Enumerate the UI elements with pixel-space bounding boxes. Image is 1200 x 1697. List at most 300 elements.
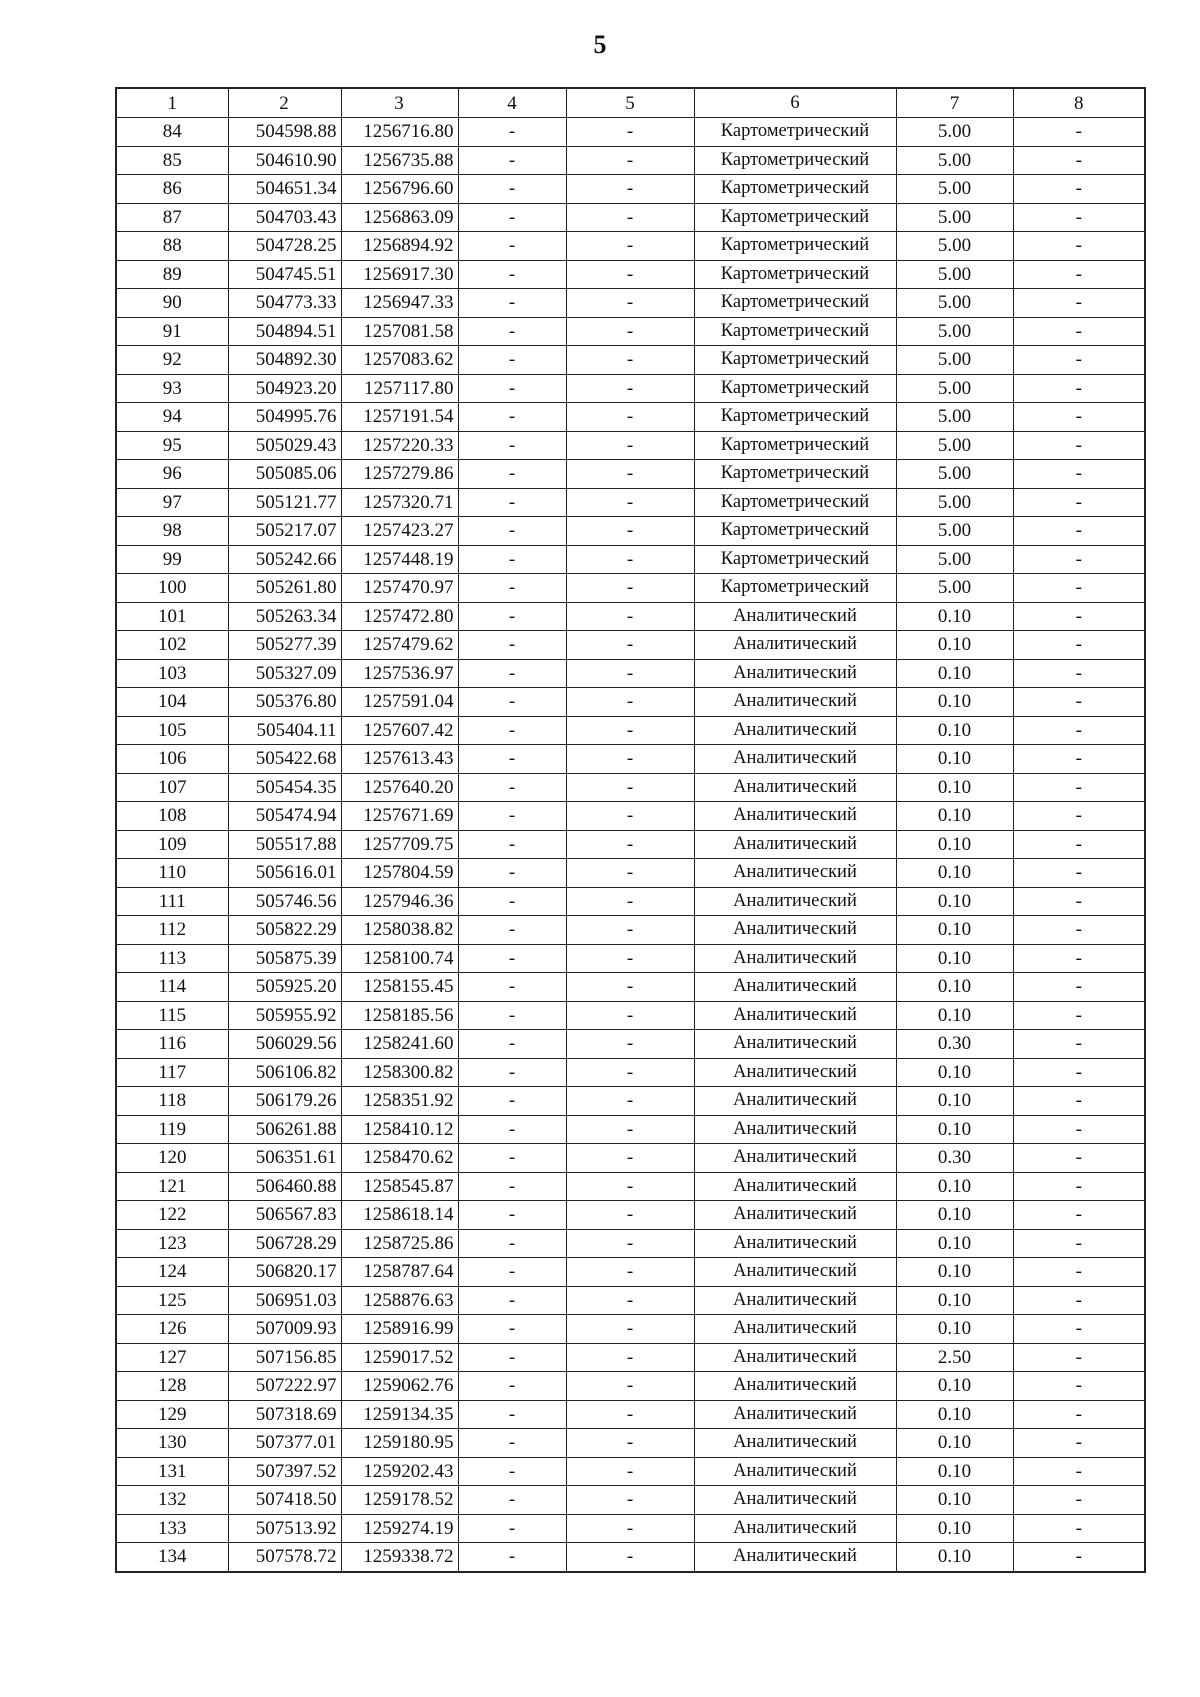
column-5-cell: - xyxy=(566,1115,694,1144)
x-coordinate-cell: 505822.29 xyxy=(228,916,341,945)
accuracy-cell: 5.00 xyxy=(896,175,1013,204)
point-number-cell: 108 xyxy=(116,802,228,831)
column-5-cell: - xyxy=(566,631,694,660)
column-8-cell: - xyxy=(1013,232,1145,261)
y-coordinate-cell: 1256735.88 xyxy=(341,146,458,175)
accuracy-cell: 0.10 xyxy=(896,1457,1013,1486)
column-8-cell: - xyxy=(1013,1258,1145,1287)
column-4-cell: - xyxy=(458,488,566,517)
accuracy-cell: 5.00 xyxy=(896,574,1013,603)
accuracy-cell: 0.10 xyxy=(896,802,1013,831)
point-number-cell: 131 xyxy=(116,1457,228,1486)
column-5-cell: - xyxy=(566,118,694,147)
point-number-cell: 101 xyxy=(116,602,228,631)
column-8-cell: - xyxy=(1013,517,1145,546)
x-coordinate-cell: 505955.92 xyxy=(228,1001,341,1030)
column-4-cell: - xyxy=(458,973,566,1002)
x-coordinate-cell: 506261.88 xyxy=(228,1115,341,1144)
page-number: 5 xyxy=(593,30,607,59)
method-cell: Картометрический xyxy=(694,431,896,460)
x-coordinate-cell: 504610.90 xyxy=(228,146,341,175)
table-row xyxy=(116,944,1145,973)
table-row xyxy=(116,403,1145,432)
y-coordinate-cell: 1257117.80 xyxy=(341,374,458,403)
point-number-cell: 88 xyxy=(116,232,228,261)
accuracy-cell: 0.10 xyxy=(896,1001,1013,1030)
y-coordinate-cell: 1256796.60 xyxy=(341,175,458,204)
x-coordinate-cell: 504651.34 xyxy=(228,175,341,204)
table-row xyxy=(116,1058,1145,1087)
column-5-cell: - xyxy=(566,1001,694,1030)
point-number-cell: 90 xyxy=(116,289,228,318)
column-4-cell: - xyxy=(458,773,566,802)
y-coordinate-cell: 1258410.12 xyxy=(341,1115,458,1144)
x-coordinate-cell: 505263.34 xyxy=(228,602,341,631)
column-8-cell: - xyxy=(1013,859,1145,888)
header-cell: 3 xyxy=(341,88,458,118)
accuracy-cell: 0.10 xyxy=(896,1372,1013,1401)
column-5-cell: - xyxy=(566,1087,694,1116)
point-number-cell: 94 xyxy=(116,403,228,432)
point-number-cell: 133 xyxy=(116,1514,228,1543)
accuracy-cell: 0.10 xyxy=(896,688,1013,717)
column-5-cell: - xyxy=(566,1315,694,1344)
point-number-cell: 127 xyxy=(116,1343,228,1372)
column-8-cell: - xyxy=(1013,688,1145,717)
table-row xyxy=(116,203,1145,232)
column-5-cell: - xyxy=(566,1201,694,1230)
column-4-cell: - xyxy=(458,431,566,460)
method-cell: Аналитический xyxy=(694,688,896,717)
point-number-cell: 121 xyxy=(116,1172,228,1201)
table-body xyxy=(116,88,1145,1572)
column-4-cell: - xyxy=(458,745,566,774)
point-number-cell: 134 xyxy=(116,1543,228,1572)
y-coordinate-cell: 1258351.92 xyxy=(341,1087,458,1116)
method-cell: Аналитический xyxy=(694,1543,896,1572)
x-coordinate-cell: 505376.80 xyxy=(228,688,341,717)
x-coordinate-cell: 504773.33 xyxy=(228,289,341,318)
x-coordinate-cell: 505029.43 xyxy=(228,431,341,460)
accuracy-cell: 0.10 xyxy=(896,1315,1013,1344)
method-cell: Картометрический xyxy=(694,374,896,403)
column-8-cell: - xyxy=(1013,431,1145,460)
x-coordinate-cell: 505422.68 xyxy=(228,745,341,774)
accuracy-cell: 0.30 xyxy=(896,1144,1013,1173)
point-number-cell: 98 xyxy=(116,517,228,546)
method-cell: Аналитический xyxy=(694,1286,896,1315)
x-coordinate-cell: 506728.29 xyxy=(228,1229,341,1258)
table-row xyxy=(116,146,1145,175)
column-8-cell: - xyxy=(1013,1229,1145,1258)
table-row xyxy=(116,773,1145,802)
point-number-cell: 109 xyxy=(116,830,228,859)
column-8-cell: - xyxy=(1013,1372,1145,1401)
accuracy-cell: 0.10 xyxy=(896,1115,1013,1144)
table-row xyxy=(116,1543,1145,1572)
column-4-cell: - xyxy=(458,1144,566,1173)
table-row xyxy=(116,1457,1145,1486)
accuracy-cell: 0.10 xyxy=(896,745,1013,774)
column-5-cell: - xyxy=(566,260,694,289)
method-cell: Аналитический xyxy=(694,944,896,973)
accuracy-cell: 0.10 xyxy=(896,830,1013,859)
y-coordinate-cell: 1258618.14 xyxy=(341,1201,458,1230)
accuracy-cell: 0.10 xyxy=(896,773,1013,802)
y-coordinate-cell: 1257423.27 xyxy=(341,517,458,546)
column-4-cell: - xyxy=(458,1372,566,1401)
y-coordinate-cell: 1257946.36 xyxy=(341,887,458,916)
column-5-cell: - xyxy=(566,374,694,403)
column-8-cell: - xyxy=(1013,1286,1145,1315)
column-4-cell: - xyxy=(458,1400,566,1429)
y-coordinate-cell: 1259017.52 xyxy=(341,1343,458,1372)
y-coordinate-cell: 1257613.43 xyxy=(341,745,458,774)
method-cell: Аналитический xyxy=(694,1429,896,1458)
x-coordinate-cell: 505242.66 xyxy=(228,545,341,574)
column-8-cell: - xyxy=(1013,1343,1145,1372)
method-cell: Аналитический xyxy=(694,602,896,631)
column-8-cell: - xyxy=(1013,973,1145,1002)
column-4-cell: - xyxy=(458,1229,566,1258)
y-coordinate-cell: 1257279.86 xyxy=(341,460,458,489)
method-cell: Аналитический xyxy=(694,1229,896,1258)
column-5-cell: - xyxy=(566,1258,694,1287)
method-cell: Картометрический xyxy=(694,317,896,346)
column-5-cell: - xyxy=(566,887,694,916)
column-8-cell: - xyxy=(1013,317,1145,346)
accuracy-cell: 5.00 xyxy=(896,260,1013,289)
table-row xyxy=(116,1144,1145,1173)
x-coordinate-cell: 505474.94 xyxy=(228,802,341,831)
table-row xyxy=(116,631,1145,660)
table-row xyxy=(116,118,1145,147)
y-coordinate-cell: 1256716.80 xyxy=(341,118,458,147)
method-cell: Аналитический xyxy=(694,1087,896,1116)
column-8-cell: - xyxy=(1013,1115,1145,1144)
accuracy-cell: 0.10 xyxy=(896,859,1013,888)
table-row xyxy=(116,175,1145,204)
column-8-cell: - xyxy=(1013,1030,1145,1059)
method-cell: Картометрический xyxy=(694,403,896,432)
table-row xyxy=(116,1343,1145,1372)
column-4-cell: - xyxy=(458,659,566,688)
x-coordinate-cell: 505925.20 xyxy=(228,973,341,1002)
column-8-cell: - xyxy=(1013,1172,1145,1201)
column-4-cell: - xyxy=(458,631,566,660)
point-number-cell: 122 xyxy=(116,1201,228,1230)
column-5-cell: - xyxy=(566,973,694,1002)
y-coordinate-cell: 1259180.95 xyxy=(341,1429,458,1458)
accuracy-cell: 0.10 xyxy=(896,716,1013,745)
x-coordinate-cell: 506567.83 xyxy=(228,1201,341,1230)
column-4-cell: - xyxy=(458,260,566,289)
column-8-cell: - xyxy=(1013,460,1145,489)
method-cell: Картометрический xyxy=(694,146,896,175)
column-5-cell: - xyxy=(566,659,694,688)
column-5-cell: - xyxy=(566,431,694,460)
point-number-cell: 128 xyxy=(116,1372,228,1401)
accuracy-cell: 5.00 xyxy=(896,317,1013,346)
column-5-cell: - xyxy=(566,1372,694,1401)
x-coordinate-cell: 506029.56 xyxy=(228,1030,341,1059)
method-cell: Аналитический xyxy=(694,1001,896,1030)
table-row xyxy=(116,1315,1145,1344)
point-number-cell: 106 xyxy=(116,745,228,774)
point-number-cell: 85 xyxy=(116,146,228,175)
column-5-cell: - xyxy=(566,716,694,745)
method-cell: Аналитический xyxy=(694,1372,896,1401)
coordinates-table xyxy=(115,87,1146,1573)
y-coordinate-cell: 1257591.04 xyxy=(341,688,458,717)
column-4-cell: - xyxy=(458,716,566,745)
column-5-cell: - xyxy=(566,830,694,859)
point-number-cell: 99 xyxy=(116,545,228,574)
x-coordinate-cell: 504892.30 xyxy=(228,346,341,375)
method-cell: Аналитический xyxy=(694,1258,896,1287)
column-5-cell: - xyxy=(566,1400,694,1429)
column-5-cell: - xyxy=(566,1286,694,1315)
accuracy-cell: 5.00 xyxy=(896,203,1013,232)
column-4-cell: - xyxy=(458,1001,566,1030)
table-row xyxy=(116,602,1145,631)
x-coordinate-cell: 505746.56 xyxy=(228,887,341,916)
y-coordinate-cell: 1257671.69 xyxy=(341,802,458,831)
x-coordinate-cell: 505217.07 xyxy=(228,517,341,546)
column-8-cell: - xyxy=(1013,346,1145,375)
method-cell: Аналитический xyxy=(694,659,896,688)
column-8-cell: - xyxy=(1013,1058,1145,1087)
y-coordinate-cell: 1259134.35 xyxy=(341,1400,458,1429)
method-cell: Аналитический xyxy=(694,1115,896,1144)
table-row xyxy=(116,688,1145,717)
column-5-cell: - xyxy=(566,460,694,489)
accuracy-cell: 0.10 xyxy=(896,602,1013,631)
accuracy-cell: 5.00 xyxy=(896,488,1013,517)
column-5-cell: - xyxy=(566,1229,694,1258)
x-coordinate-cell: 504728.25 xyxy=(228,232,341,261)
column-5-cell: - xyxy=(566,1172,694,1201)
point-number-cell: 87 xyxy=(116,203,228,232)
point-number-cell: 113 xyxy=(116,944,228,973)
y-coordinate-cell: 1257320.71 xyxy=(341,488,458,517)
y-coordinate-cell: 1257220.33 xyxy=(341,431,458,460)
y-coordinate-cell: 1257607.42 xyxy=(341,716,458,745)
point-number-cell: 114 xyxy=(116,973,228,1002)
point-number-cell: 130 xyxy=(116,1429,228,1458)
y-coordinate-cell: 1258038.82 xyxy=(341,916,458,945)
column-5-cell: - xyxy=(566,574,694,603)
column-5-cell: - xyxy=(566,745,694,774)
column-8-cell: - xyxy=(1013,118,1145,147)
table-header-row xyxy=(116,88,1145,118)
y-coordinate-cell: 1257448.19 xyxy=(341,545,458,574)
column-4-cell: - xyxy=(458,545,566,574)
accuracy-cell: 0.10 xyxy=(896,659,1013,688)
column-5-cell: - xyxy=(566,688,694,717)
y-coordinate-cell: 1259062.76 xyxy=(341,1372,458,1401)
x-coordinate-cell: 507222.97 xyxy=(228,1372,341,1401)
column-8-cell: - xyxy=(1013,403,1145,432)
x-coordinate-cell: 507009.93 xyxy=(228,1315,341,1344)
method-cell: Аналитический xyxy=(694,1514,896,1543)
column-8-cell: - xyxy=(1013,1486,1145,1515)
table-row xyxy=(116,488,1145,517)
header-cell: 2 xyxy=(228,88,341,118)
y-coordinate-cell: 1256947.33 xyxy=(341,289,458,318)
point-number-cell: 117 xyxy=(116,1058,228,1087)
accuracy-cell: 0.10 xyxy=(896,1201,1013,1230)
y-coordinate-cell: 1257536.97 xyxy=(341,659,458,688)
column-8-cell: - xyxy=(1013,631,1145,660)
y-coordinate-cell: 1258100.74 xyxy=(341,944,458,973)
accuracy-cell: 0.10 xyxy=(896,887,1013,916)
column-5-cell: - xyxy=(566,517,694,546)
table-row xyxy=(116,1429,1145,1458)
y-coordinate-cell: 1258876.63 xyxy=(341,1286,458,1315)
accuracy-cell: 5.00 xyxy=(896,403,1013,432)
accuracy-cell: 5.00 xyxy=(896,232,1013,261)
x-coordinate-cell: 506351.61 xyxy=(228,1144,341,1173)
accuracy-cell: 0.10 xyxy=(896,973,1013,1002)
x-coordinate-cell: 506820.17 xyxy=(228,1258,341,1287)
column-8-cell: - xyxy=(1013,1514,1145,1543)
table-row xyxy=(116,545,1145,574)
method-cell: Аналитический xyxy=(694,830,896,859)
column-8-cell: - xyxy=(1013,1543,1145,1572)
accuracy-cell: 5.00 xyxy=(896,146,1013,175)
column-5-cell: - xyxy=(566,1030,694,1059)
table-row xyxy=(116,460,1145,489)
table-row xyxy=(116,1258,1145,1287)
table-row xyxy=(116,887,1145,916)
column-5-cell: - xyxy=(566,1543,694,1572)
point-number-cell: 112 xyxy=(116,916,228,945)
column-5-cell: - xyxy=(566,1486,694,1515)
accuracy-cell: 0.30 xyxy=(896,1030,1013,1059)
y-coordinate-cell: 1258787.64 xyxy=(341,1258,458,1287)
y-coordinate-cell: 1257479.62 xyxy=(341,631,458,660)
method-cell: Аналитический xyxy=(694,1172,896,1201)
y-coordinate-cell: 1258725.86 xyxy=(341,1229,458,1258)
table-row xyxy=(116,574,1145,603)
accuracy-cell: 5.00 xyxy=(896,431,1013,460)
column-5-cell: - xyxy=(566,545,694,574)
table-row xyxy=(116,1400,1145,1429)
method-cell: Аналитический xyxy=(694,1400,896,1429)
x-coordinate-cell: 507377.01 xyxy=(228,1429,341,1458)
column-4-cell: - xyxy=(458,460,566,489)
x-coordinate-cell: 504598.88 xyxy=(228,118,341,147)
method-cell: Картометрический xyxy=(694,574,896,603)
point-number-cell: 119 xyxy=(116,1115,228,1144)
column-5-cell: - xyxy=(566,1429,694,1458)
accuracy-cell: 2.50 xyxy=(896,1343,1013,1372)
column-8-cell: - xyxy=(1013,1400,1145,1429)
column-8-cell: - xyxy=(1013,716,1145,745)
y-coordinate-cell: 1257191.54 xyxy=(341,403,458,432)
column-8-cell: - xyxy=(1013,545,1145,574)
point-number-cell: 103 xyxy=(116,659,228,688)
method-cell: Картометрический xyxy=(694,460,896,489)
accuracy-cell: 5.00 xyxy=(896,517,1013,546)
column-5-cell: - xyxy=(566,1058,694,1087)
point-number-cell: 120 xyxy=(116,1144,228,1173)
point-number-cell: 102 xyxy=(116,631,228,660)
method-cell: Аналитический xyxy=(694,916,896,945)
method-cell: Аналитический xyxy=(694,1457,896,1486)
method-cell: Картометрический xyxy=(694,118,896,147)
header-cell: 6 xyxy=(694,88,896,118)
accuracy-cell: 0.10 xyxy=(896,1543,1013,1572)
column-8-cell: - xyxy=(1013,602,1145,631)
y-coordinate-cell: 1259178.52 xyxy=(341,1486,458,1515)
point-number-cell: 124 xyxy=(116,1258,228,1287)
x-coordinate-cell: 504703.43 xyxy=(228,203,341,232)
table-row xyxy=(116,1172,1145,1201)
y-coordinate-cell: 1258155.45 xyxy=(341,973,458,1002)
method-cell: Картометрический xyxy=(694,175,896,204)
column-8-cell: - xyxy=(1013,175,1145,204)
point-number-cell: 118 xyxy=(116,1087,228,1116)
column-5-cell: - xyxy=(566,403,694,432)
column-8-cell: - xyxy=(1013,1201,1145,1230)
method-cell: Аналитический xyxy=(694,802,896,831)
method-cell: Аналитический xyxy=(694,973,896,1002)
column-8-cell: - xyxy=(1013,289,1145,318)
column-4-cell: - xyxy=(458,232,566,261)
method-cell: Аналитический xyxy=(694,716,896,745)
method-cell: Картометрический xyxy=(694,260,896,289)
header-cell: 7 xyxy=(896,88,1013,118)
method-cell: Аналитический xyxy=(694,1030,896,1059)
y-coordinate-cell: 1258916.99 xyxy=(341,1315,458,1344)
accuracy-cell: 0.10 xyxy=(896,944,1013,973)
column-4-cell: - xyxy=(458,374,566,403)
point-number-cell: 107 xyxy=(116,773,228,802)
x-coordinate-cell: 505277.39 xyxy=(228,631,341,660)
method-cell: Аналитический xyxy=(694,1486,896,1515)
x-coordinate-cell: 507397.52 xyxy=(228,1457,341,1486)
column-8-cell: - xyxy=(1013,146,1145,175)
column-4-cell: - xyxy=(458,1315,566,1344)
table-row xyxy=(116,346,1145,375)
column-4-cell: - xyxy=(458,887,566,916)
column-8-cell: - xyxy=(1013,802,1145,831)
column-4-cell: - xyxy=(458,146,566,175)
column-8-cell: - xyxy=(1013,260,1145,289)
point-number-cell: 104 xyxy=(116,688,228,717)
table-row xyxy=(116,716,1145,745)
point-number-cell: 105 xyxy=(116,716,228,745)
column-4-cell: - xyxy=(458,1429,566,1458)
y-coordinate-cell: 1256863.09 xyxy=(341,203,458,232)
column-5-cell: - xyxy=(566,1343,694,1372)
x-coordinate-cell: 506460.88 xyxy=(228,1172,341,1201)
column-8-cell: - xyxy=(1013,916,1145,945)
column-4-cell: - xyxy=(458,916,566,945)
y-coordinate-cell: 1259202.43 xyxy=(341,1457,458,1486)
point-number-cell: 89 xyxy=(116,260,228,289)
column-4-cell: - xyxy=(458,574,566,603)
accuracy-cell: 0.10 xyxy=(896,1258,1013,1287)
accuracy-cell: 5.00 xyxy=(896,374,1013,403)
table-row xyxy=(116,289,1145,318)
point-number-cell: 111 xyxy=(116,887,228,916)
column-4-cell: - xyxy=(458,1058,566,1087)
method-cell: Аналитический xyxy=(694,887,896,916)
column-4-cell: - xyxy=(458,944,566,973)
